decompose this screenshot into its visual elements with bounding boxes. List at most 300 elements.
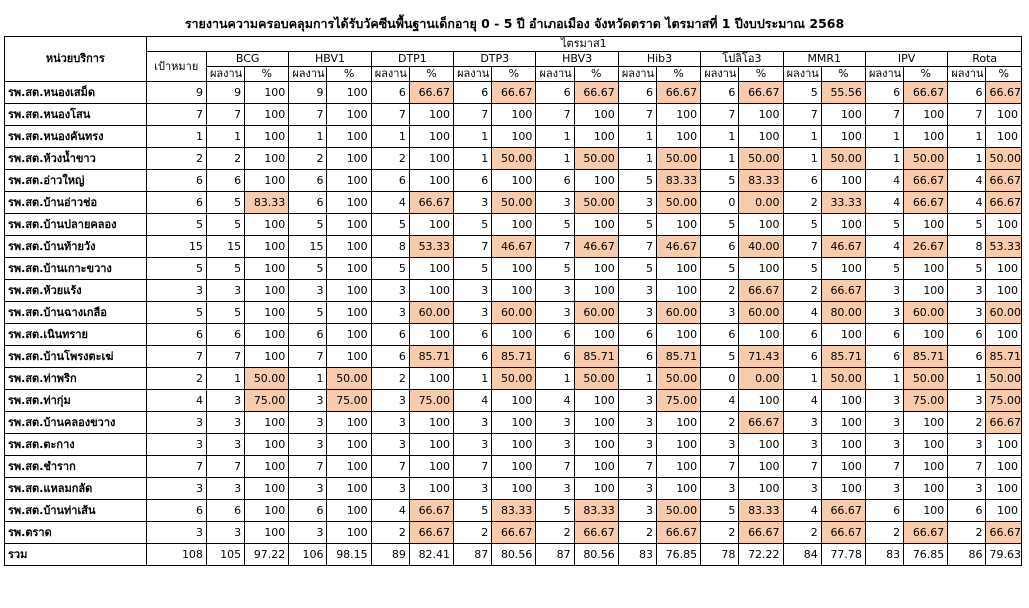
percent-cell: 0.00: [739, 192, 783, 214]
percent-cell: 50.00: [986, 368, 1022, 390]
percent-cell: 100: [739, 478, 783, 500]
result-cell: 8: [371, 236, 409, 258]
percent-cell: 75.00: [245, 390, 289, 412]
percent-subheader: %: [904, 67, 948, 82]
result-cell: 2: [783, 522, 821, 544]
target-cell: 6: [146, 170, 206, 192]
result-cell: 7: [948, 104, 986, 126]
vaccine-header: Hib3: [618, 52, 700, 67]
vaccine-header: MMR1: [783, 52, 865, 67]
result-cell: 3: [618, 478, 656, 500]
percent-cell: 0.00: [739, 368, 783, 390]
percent-cell: 100: [327, 302, 371, 324]
table-row: [5, 324, 1022, 346]
percent-cell: 100: [821, 126, 865, 148]
percent-cell: 98.15: [327, 544, 371, 566]
result-cell: 2: [783, 192, 821, 214]
result-cell: 6: [206, 324, 244, 346]
result-cell: 1: [536, 368, 574, 390]
result-cell: 3: [865, 478, 903, 500]
unit-name-cell: รพ.สต.ท่ากุ่ม: [5, 390, 147, 412]
result-cell: 1: [454, 148, 492, 170]
result-cell: 4: [783, 302, 821, 324]
result-cell: 3: [206, 478, 244, 500]
table-row: [5, 126, 1022, 148]
percent-cell: 50.00: [986, 148, 1022, 170]
percent-cell: 100: [492, 280, 536, 302]
result-cell: 6: [454, 346, 492, 368]
result-cell: 3: [618, 302, 656, 324]
result-cell: 1: [865, 126, 903, 148]
result-cell: 6: [618, 346, 656, 368]
percent-cell: 66.67: [904, 192, 948, 214]
unit-name-cell: รพ.สต.บ้านท้ายวัง: [5, 236, 147, 258]
result-cell: 3: [865, 390, 903, 412]
result-cell: 3: [206, 522, 244, 544]
result-cell: 106: [289, 544, 327, 566]
result-cell: 3: [206, 412, 244, 434]
result-cell: 3: [371, 434, 409, 456]
percent-cell: 100: [574, 478, 618, 500]
result-cell: 7: [206, 104, 244, 126]
result-cell: 2: [865, 522, 903, 544]
percent-cell: 100: [986, 104, 1022, 126]
percent-cell: 100: [245, 258, 289, 280]
result-cell: 3: [289, 478, 327, 500]
percent-cell: 100: [245, 412, 289, 434]
percent-cell: 85.71: [904, 346, 948, 368]
table-row: [5, 500, 1022, 522]
percent-cell: 100: [656, 324, 700, 346]
result-subheader: ผลงาน: [948, 67, 986, 82]
result-cell: 1: [206, 368, 244, 390]
percent-cell: 83.33: [739, 500, 783, 522]
result-cell: 6: [865, 324, 903, 346]
percent-cell: 66.67: [409, 522, 453, 544]
percent-cell: 60.00: [739, 302, 783, 324]
result-cell: 6: [536, 324, 574, 346]
result-cell: 6: [454, 324, 492, 346]
percent-cell: 100: [327, 82, 371, 104]
percent-cell: 100: [656, 258, 700, 280]
percent-cell: 100: [409, 478, 453, 500]
percent-cell: 100: [409, 456, 453, 478]
percent-cell: 100: [327, 170, 371, 192]
percent-cell: 100: [245, 280, 289, 302]
result-cell: 7: [454, 456, 492, 478]
result-cell: 5: [618, 170, 656, 192]
percent-cell: 100: [245, 500, 289, 522]
percent-cell: 66.67: [986, 170, 1022, 192]
percent-cell: 100: [327, 104, 371, 126]
percent-cell: 26.67: [904, 236, 948, 258]
result-cell: 2: [371, 148, 409, 170]
percent-cell: 100: [986, 126, 1022, 148]
vaccine-header: DTP3: [454, 52, 536, 67]
percent-cell: 100: [574, 456, 618, 478]
result-cell: 6: [865, 500, 903, 522]
result-cell: 4: [701, 390, 739, 412]
unit-name-cell: รพ.สต.ตะกาง: [5, 434, 147, 456]
percent-cell: 100: [986, 434, 1022, 456]
target-cell: 3: [146, 478, 206, 500]
result-cell: 3: [618, 192, 656, 214]
percent-cell: 100: [574, 280, 618, 302]
result-cell: 3: [948, 280, 986, 302]
result-cell: 5: [454, 500, 492, 522]
percent-cell: 100: [656, 412, 700, 434]
percent-cell: 100: [245, 126, 289, 148]
result-cell: 3: [536, 192, 574, 214]
percent-cell: 100: [409, 258, 453, 280]
result-cell: 3: [865, 302, 903, 324]
percent-cell: 100: [492, 170, 536, 192]
percent-cell: 100: [409, 126, 453, 148]
result-cell: 3: [618, 434, 656, 456]
percent-cell: 100: [327, 522, 371, 544]
result-subheader: ผลงาน: [783, 67, 821, 82]
percent-cell: 79.63: [986, 544, 1022, 566]
percent-cell: 100: [492, 214, 536, 236]
percent-cell: 100: [574, 324, 618, 346]
target-cell: 9: [146, 82, 206, 104]
target-cell: 108: [146, 544, 206, 566]
percent-subheader: %: [574, 67, 618, 82]
result-cell: 1: [783, 368, 821, 390]
result-cell: 7: [618, 236, 656, 258]
unit-name-cell: รพ.สต.บ้านท่าเส้น: [5, 500, 147, 522]
result-cell: 1: [948, 368, 986, 390]
result-cell: 15: [289, 236, 327, 258]
percent-cell: 66.67: [574, 82, 618, 104]
percent-cell: 80.56: [492, 544, 536, 566]
result-cell: 3: [536, 280, 574, 302]
percent-cell: 66.67: [986, 412, 1022, 434]
result-cell: 6: [618, 324, 656, 346]
percent-cell: 100: [904, 434, 948, 456]
result-cell: 9: [206, 82, 244, 104]
target-cell: 4: [146, 390, 206, 412]
target-cell: 3: [146, 434, 206, 456]
result-cell: 5: [536, 214, 574, 236]
percent-cell: 46.67: [656, 236, 700, 258]
result-cell: 3: [618, 412, 656, 434]
percent-cell: 100: [409, 434, 453, 456]
result-cell: 3: [948, 390, 986, 412]
unit-name-cell: รพ.สต.บ้านโพรงตะเฆ่: [5, 346, 147, 368]
unit-name-cell: รพ.สต.หนองเสม็ด: [5, 82, 147, 104]
percent-cell: 85.71: [986, 346, 1022, 368]
percent-cell: 53.33: [409, 236, 453, 258]
percent-cell: 100: [739, 104, 783, 126]
table-row: [5, 302, 1022, 324]
unit-name-cell: รพ.สต.แหลมกลัด: [5, 478, 147, 500]
percent-cell: 50.00: [574, 148, 618, 170]
unit-name-cell: รพ.สต.ท่าพริก: [5, 368, 147, 390]
result-cell: 5: [783, 82, 821, 104]
percent-cell: 55.56: [821, 82, 865, 104]
result-cell: 6: [289, 500, 327, 522]
percent-cell: 83.33: [245, 192, 289, 214]
result-cell: 6: [948, 82, 986, 104]
result-cell: 3: [701, 434, 739, 456]
result-cell: 7: [206, 456, 244, 478]
percent-cell: 46.67: [574, 236, 618, 258]
result-cell: 6: [289, 192, 327, 214]
percent-cell: 100: [656, 478, 700, 500]
percent-cell: 100: [492, 126, 536, 148]
percent-subheader: %: [409, 67, 453, 82]
result-cell: 6: [289, 324, 327, 346]
target-cell: 15: [146, 236, 206, 258]
result-cell: 7: [536, 104, 574, 126]
result-cell: 3: [618, 390, 656, 412]
result-cell: 3: [948, 478, 986, 500]
percent-cell: 85.71: [492, 346, 536, 368]
result-cell: 7: [371, 104, 409, 126]
result-cell: 5: [701, 170, 739, 192]
table-row: [5, 82, 1022, 104]
table-row: [5, 412, 1022, 434]
percent-cell: 66.67: [986, 82, 1022, 104]
percent-cell: 100: [656, 126, 700, 148]
result-cell: 3: [454, 302, 492, 324]
result-cell: 0: [701, 368, 739, 390]
percent-cell: 100: [245, 148, 289, 170]
percent-cell: 80.00: [821, 302, 865, 324]
result-cell: 3: [454, 412, 492, 434]
result-cell: 7: [618, 456, 656, 478]
result-subheader: ผลงาน: [865, 67, 903, 82]
percent-cell: 76.85: [656, 544, 700, 566]
result-cell: 5: [289, 214, 327, 236]
result-cell: 4: [371, 192, 409, 214]
result-cell: 6: [948, 500, 986, 522]
percent-cell: 50.00: [821, 148, 865, 170]
result-cell: 6: [371, 170, 409, 192]
percent-cell: 100: [574, 170, 618, 192]
result-cell: 7: [865, 456, 903, 478]
result-cell: 6: [454, 170, 492, 192]
target-cell: 6: [146, 324, 206, 346]
target-cell: 6: [146, 500, 206, 522]
result-cell: 2: [371, 368, 409, 390]
percent-cell: 66.67: [904, 170, 948, 192]
result-cell: 84: [783, 544, 821, 566]
percent-cell: 100: [327, 214, 371, 236]
unit-name-cell: รพ.สต.บ้านฉางเกลือ: [5, 302, 147, 324]
result-cell: 3: [371, 412, 409, 434]
result-cell: 3: [371, 302, 409, 324]
unit-name-cell: รพ.สต.หนองคันทรง: [5, 126, 147, 148]
percent-cell: 100: [821, 434, 865, 456]
percent-cell: 66.67: [409, 192, 453, 214]
result-cell: 3: [206, 434, 244, 456]
percent-cell: 100: [409, 214, 453, 236]
table-row: [5, 258, 1022, 280]
unit-name-cell: รพ.สต.บ้านปลายคลอง: [5, 214, 147, 236]
percent-cell: 66.67: [739, 522, 783, 544]
target-cell: 3: [146, 412, 206, 434]
result-cell: 7: [454, 104, 492, 126]
result-cell: 2: [948, 522, 986, 544]
result-cell: 1: [454, 126, 492, 148]
result-cell: 5: [454, 214, 492, 236]
result-cell: 6: [371, 346, 409, 368]
table-row: [5, 192, 1022, 214]
target-cell: 5: [146, 258, 206, 280]
result-cell: 4: [783, 390, 821, 412]
percent-cell: 50.00: [245, 368, 289, 390]
result-cell: 1: [536, 126, 574, 148]
percent-cell: 100: [327, 324, 371, 346]
percent-cell: 100: [739, 214, 783, 236]
result-cell: 3: [454, 478, 492, 500]
percent-cell: 100: [821, 324, 865, 346]
result-cell: 4: [371, 500, 409, 522]
percent-cell: 100: [409, 148, 453, 170]
result-cell: 6: [783, 346, 821, 368]
result-cell: 5: [701, 258, 739, 280]
percent-cell: 100: [739, 434, 783, 456]
percent-cell: 50.00: [492, 192, 536, 214]
unit-column-header: หน่วยบริการ: [5, 37, 147, 82]
result-cell: 3: [289, 434, 327, 456]
result-cell: 2: [206, 148, 244, 170]
result-cell: 3: [536, 412, 574, 434]
table-header: [5, 37, 1022, 82]
result-cell: 5: [206, 214, 244, 236]
percent-cell: 100: [327, 192, 371, 214]
percent-cell: 100: [656, 214, 700, 236]
percent-cell: 97.22: [245, 544, 289, 566]
percent-subheader: %: [656, 67, 700, 82]
percent-cell: 83.33: [574, 500, 618, 522]
result-cell: 3: [289, 412, 327, 434]
percent-subheader: %: [245, 67, 289, 82]
result-cell: 1: [948, 126, 986, 148]
table-row: [5, 390, 1022, 412]
percent-cell: 75.00: [409, 390, 453, 412]
percent-cell: 85.71: [409, 346, 453, 368]
result-cell: 1: [289, 368, 327, 390]
target-cell: 3: [146, 522, 206, 544]
percent-cell: 100: [492, 478, 536, 500]
percent-cell: 100: [492, 258, 536, 280]
percent-cell: 53.33: [986, 236, 1022, 258]
percent-cell: 100: [904, 412, 948, 434]
table-body: [5, 82, 1022, 566]
percent-cell: 50.00: [656, 368, 700, 390]
result-cell: 4: [454, 390, 492, 412]
percent-cell: 50.00: [904, 368, 948, 390]
percent-cell: 50.00: [492, 148, 536, 170]
percent-cell: 66.67: [986, 192, 1022, 214]
percent-cell: 50.00: [904, 148, 948, 170]
result-cell: 7: [783, 456, 821, 478]
percent-cell: 100: [327, 456, 371, 478]
percent-cell: 100: [986, 280, 1022, 302]
result-cell: 2: [948, 412, 986, 434]
result-cell: 6: [948, 324, 986, 346]
percent-cell: 100: [327, 258, 371, 280]
percent-cell: 66.67: [986, 522, 1022, 544]
total-row: [5, 544, 1022, 566]
result-cell: 7: [618, 104, 656, 126]
percent-subheader: %: [821, 67, 865, 82]
percent-cell: 50.00: [574, 192, 618, 214]
result-cell: 5: [206, 302, 244, 324]
result-subheader: ผลงาน: [536, 67, 574, 82]
target-cell: 7: [146, 456, 206, 478]
vaccine-header: HBV1: [289, 52, 371, 67]
percent-cell: 85.71: [821, 346, 865, 368]
result-cell: 1: [454, 368, 492, 390]
percent-cell: 100: [574, 214, 618, 236]
percent-cell: 60.00: [986, 302, 1022, 324]
result-cell: 1: [948, 148, 986, 170]
percent-cell: 75.00: [327, 390, 371, 412]
result-cell: 105: [206, 544, 244, 566]
percent-cell: 100: [986, 456, 1022, 478]
result-cell: 6: [206, 500, 244, 522]
result-cell: 5: [454, 258, 492, 280]
percent-cell: 100: [821, 390, 865, 412]
vaccine-header: IPV: [865, 52, 947, 67]
percent-cell: 100: [492, 434, 536, 456]
percent-cell: 100: [245, 214, 289, 236]
result-cell: 2: [454, 522, 492, 544]
result-cell: 3: [618, 280, 656, 302]
result-cell: 1: [701, 126, 739, 148]
result-cell: 6: [371, 324, 409, 346]
unit-name-cell: รพ.สต.ชำราก: [5, 456, 147, 478]
result-cell: 6: [783, 170, 821, 192]
percent-cell: 100: [986, 478, 1022, 500]
result-cell: 3: [371, 478, 409, 500]
vaccine-header: HBV3: [536, 52, 618, 67]
percent-cell: 100: [574, 434, 618, 456]
percent-cell: 77.78: [821, 544, 865, 566]
percent-cell: 66.67: [904, 522, 948, 544]
result-cell: 7: [701, 456, 739, 478]
percent-cell: 83.33: [656, 170, 700, 192]
result-cell: 4: [948, 192, 986, 214]
result-cell: 2: [783, 280, 821, 302]
percent-cell: 66.67: [492, 522, 536, 544]
result-cell: 1: [783, 126, 821, 148]
result-cell: 3: [948, 434, 986, 456]
result-cell: 1: [371, 126, 409, 148]
result-cell: 3: [371, 280, 409, 302]
percent-cell: 100: [574, 104, 618, 126]
percent-cell: 40.00: [739, 236, 783, 258]
vaccine-header-row: [5, 52, 1022, 67]
table-row: [5, 236, 1022, 258]
percent-subheader: %: [986, 67, 1022, 82]
result-cell: 5: [701, 346, 739, 368]
percent-cell: 100: [739, 258, 783, 280]
percent-cell: 100: [821, 170, 865, 192]
percent-cell: 50.00: [327, 368, 371, 390]
percent-cell: 60.00: [574, 302, 618, 324]
percent-cell: 85.71: [574, 346, 618, 368]
percent-cell: 83.33: [492, 500, 536, 522]
percent-subheader: %: [492, 67, 536, 82]
vaccine-header: BCG: [206, 52, 288, 67]
result-cell: 87: [454, 544, 492, 566]
result-subheader: ผลงาน: [371, 67, 409, 82]
